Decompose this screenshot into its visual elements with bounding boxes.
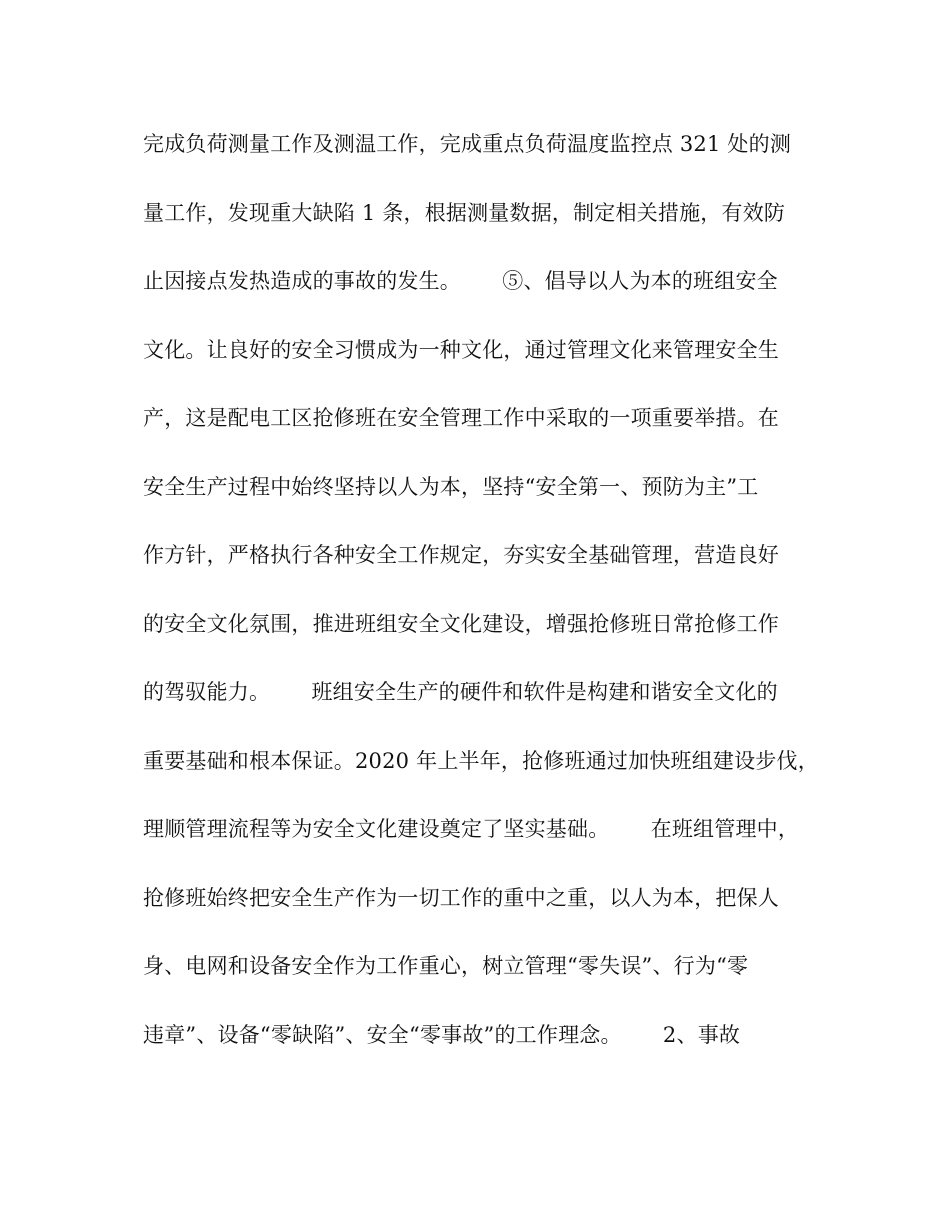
text-line: 安全生产过程中始终坚持以人为本，坚持“安全第一、预防为主”工 <box>143 474 759 499</box>
text-line: 量工作，发现重大缺陷 1 条，根据测量数据，制定相关措施，有效防 <box>143 200 786 225</box>
text-line: 抢修班始终把安全生产作为一切工作的重中之重，以人为本，把保人 <box>143 885 779 910</box>
text-line: 作方针，严格执行各种安全工作规定，夯实安全基础管理，营造良好 <box>143 543 779 567</box>
text-line: 产，这是配电工区抢修班在安全管理工作中采取的一项重要举措。在 <box>143 406 779 430</box>
text-line: 重要基础和根本保证。2020 年上半年，抢修班通过加快班组建设步伐， <box>143 748 819 773</box>
text-line: 身、电网和设备安全作为工作重心，树立管理“零失误”、行为“零 <box>143 954 749 978</box>
text-line: 违章”、设备“零缺陷”、安全“零事故”的工作理念。 2、事故 <box>143 1022 741 1047</box>
text-line: 的驾驭能力。 班组安全生产的硬件和软件是构建和谐安全文化的 <box>143 680 778 704</box>
text-line: 止因接点发热造成的事故的发生。 ⑤、倡导以人为本的班组安全 <box>143 269 778 293</box>
text-line: 的安全文化氛围，推进班组安全文化建设，增强抢修班日常抢修工作 <box>143 611 779 636</box>
body-text <box>143 122 819 1081</box>
text-line: 文化。让良好的安全习惯成为一种文化，通过管理文化来管理安全生 <box>143 337 779 362</box>
text-line: 理顺管理流程等为安全文化建设奠定了坚实基础。 在班组管理中， <box>143 817 800 841</box>
text-line: 完成负荷测量工作及测温工作，完成重点负荷温度监控点 321 处的测 <box>143 132 792 156</box>
